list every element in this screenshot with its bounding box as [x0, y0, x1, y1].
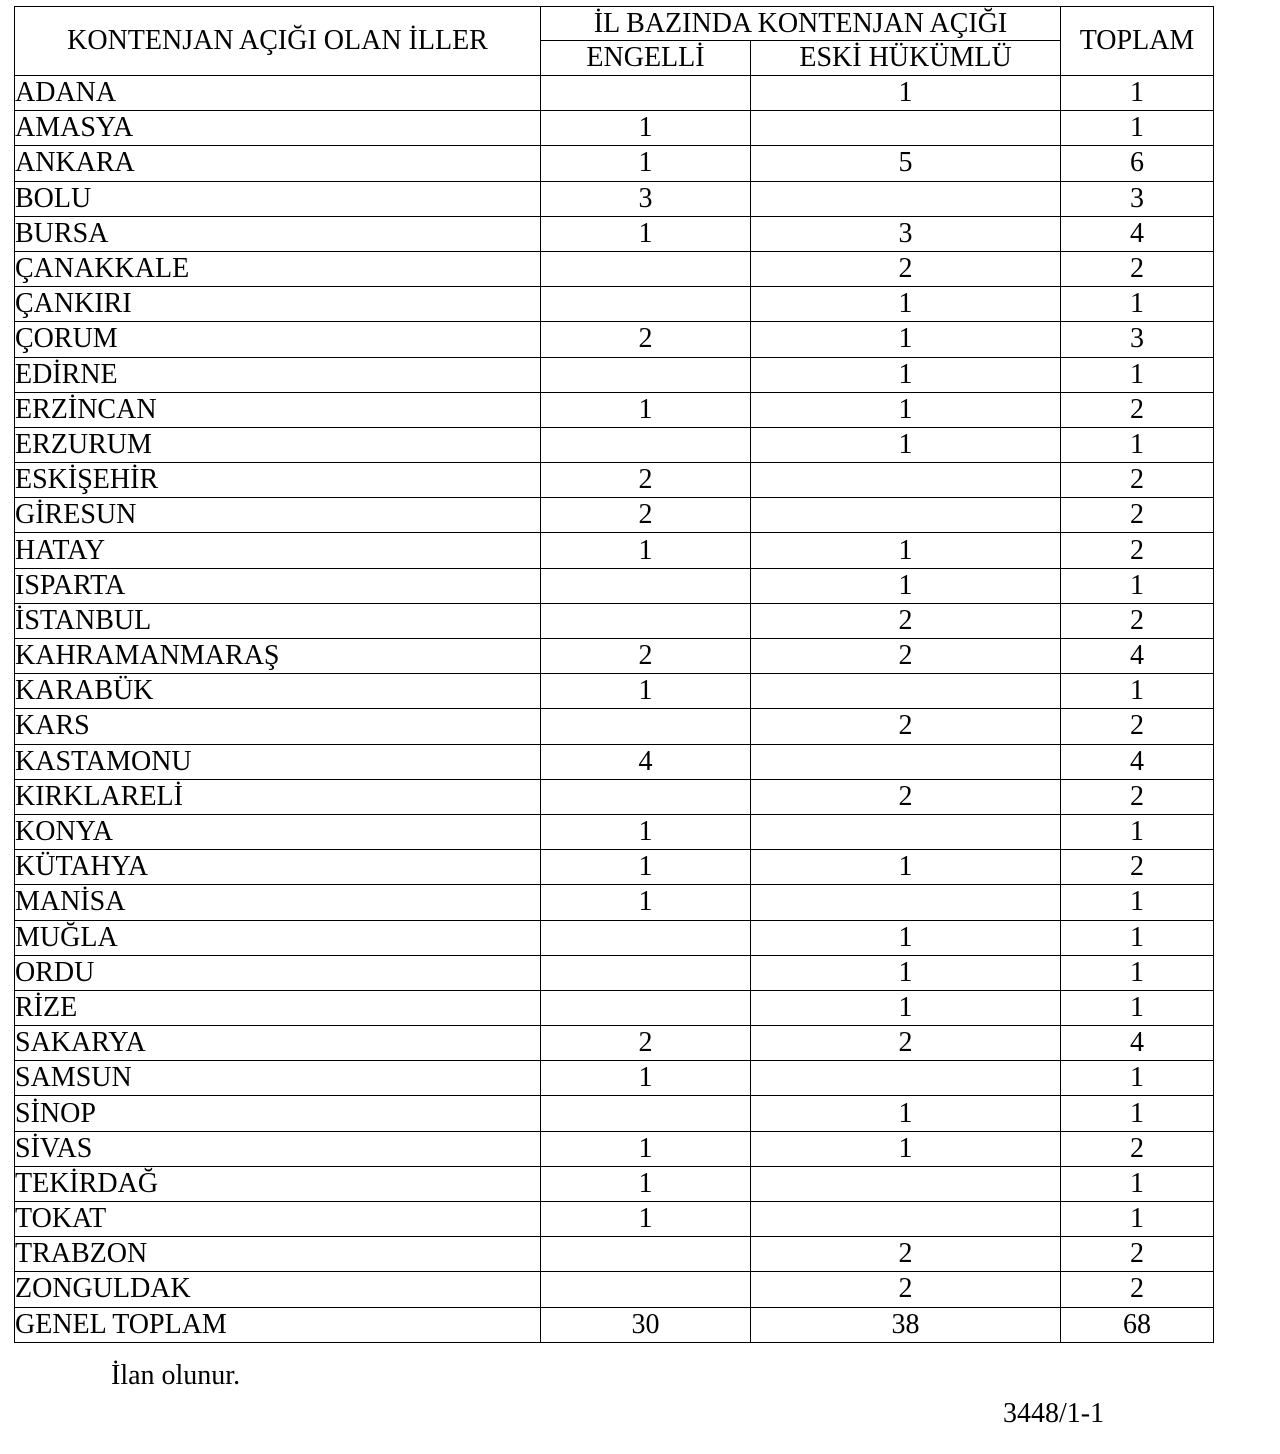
- city-cell: GENEL TOPLAM: [15, 1307, 541, 1342]
- table-row: [15, 885, 1214, 920]
- table-row: [15, 1272, 1214, 1307]
- city-cell: HATAY: [15, 533, 541, 568]
- city-cell: TRABZON: [15, 1237, 541, 1272]
- city-cell: KAHRAMANMARAŞ: [15, 639, 541, 674]
- ex-convict-count-cell: [751, 1166, 1061, 1201]
- total-count-cell: 6: [1061, 146, 1214, 181]
- ex-convict-count-cell: [751, 674, 1061, 709]
- city-cell: ÇANKIRI: [15, 287, 541, 322]
- city-cell: ÇANAKKALE: [15, 251, 541, 286]
- total-count-cell: 1: [1061, 568, 1214, 603]
- table-row: [15, 357, 1214, 392]
- ex-convict-count-cell: [751, 498, 1061, 533]
- table-row: [15, 674, 1214, 709]
- ex-convict-count-cell: 1: [751, 76, 1061, 111]
- total-count-cell: 2: [1061, 1272, 1214, 1307]
- city-cell: EDİRNE: [15, 357, 541, 392]
- total-count-cell: 2: [1061, 603, 1214, 638]
- city-cell: ESKİŞEHİR: [15, 463, 541, 498]
- city-cell: KIRKLARELİ: [15, 779, 541, 814]
- total-count-cell: 1: [1061, 920, 1214, 955]
- table-row: [15, 1026, 1214, 1061]
- table-row: [15, 955, 1214, 990]
- city-cell: RİZE: [15, 990, 541, 1025]
- total-count-cell: 4: [1061, 639, 1214, 674]
- ex-convict-count-cell: [751, 744, 1061, 779]
- ex-convict-count-cell: 1: [751, 392, 1061, 427]
- disabled-count-cell: 1: [541, 146, 751, 181]
- ex-convict-count-cell: 2: [751, 709, 1061, 744]
- ex-convict-count-cell: 2: [751, 1237, 1061, 1272]
- table-row: [15, 76, 1214, 111]
- disabled-count-cell: 1: [541, 850, 751, 885]
- ex-convict-count-cell: 1: [751, 427, 1061, 462]
- disabled-count-cell: [541, 427, 751, 462]
- ex-convict-count-cell: 2: [751, 603, 1061, 638]
- table-row: [15, 920, 1214, 955]
- table-row: [15, 1061, 1214, 1096]
- ex-convict-count-cell: 1: [751, 955, 1061, 990]
- disabled-count-cell: [541, 1096, 751, 1131]
- total-count-cell: 2: [1061, 1131, 1214, 1166]
- ex-convict-count-cell: 2: [751, 639, 1061, 674]
- quota-table: [14, 6, 1214, 1343]
- disabled-count-cell: 1: [541, 674, 751, 709]
- ex-convict-count-cell: 5: [751, 146, 1061, 181]
- group-column-header: İL BAZINDA KONTENJAN AÇIĞI: [541, 7, 1061, 41]
- total-count-cell: 2: [1061, 779, 1214, 814]
- total-count-cell: 2: [1061, 498, 1214, 533]
- table-row: [15, 814, 1214, 849]
- ex-convict-count-cell: 1: [751, 287, 1061, 322]
- city-cell: TOKAT: [15, 1202, 541, 1237]
- disabled-count-cell: [541, 568, 751, 603]
- total-count-cell: 4: [1061, 216, 1214, 251]
- city-cell: KASTAMONU: [15, 744, 541, 779]
- city-cell: AMASYA: [15, 111, 541, 146]
- table-row: [15, 463, 1214, 498]
- ex-convict-count-cell: 2: [751, 779, 1061, 814]
- city-cell: KARS: [15, 709, 541, 744]
- total-count-cell: 1: [1061, 76, 1214, 111]
- total-count-cell: 1: [1061, 990, 1214, 1025]
- disabled-count-cell: [541, 287, 751, 322]
- total-count-cell: 2: [1061, 709, 1214, 744]
- total-count-cell: 1: [1061, 1202, 1214, 1237]
- ex-convict-count-cell: [751, 885, 1061, 920]
- table-row: [15, 779, 1214, 814]
- disabled-count-cell: 1: [541, 1131, 751, 1166]
- table-row: [15, 1131, 1214, 1166]
- disabled-count-cell: [541, 1237, 751, 1272]
- ex-convict-count-cell: [751, 181, 1061, 216]
- city-cell: KONYA: [15, 814, 541, 849]
- table-row: [15, 181, 1214, 216]
- table-row: [15, 111, 1214, 146]
- ex-convict-count-cell: 2: [751, 1026, 1061, 1061]
- total-count-cell: 1: [1061, 955, 1214, 990]
- city-cell: SİNOP: [15, 1096, 541, 1131]
- table-row: [15, 744, 1214, 779]
- disabled-count-cell: 1: [541, 533, 751, 568]
- city-column-header: KONTENJAN AÇIĞI OLAN İLLER: [15, 7, 541, 76]
- disabled-count-cell: 2: [541, 463, 751, 498]
- city-cell: BURSA: [15, 216, 541, 251]
- disabled-count-cell: [541, 779, 751, 814]
- city-cell: MUĞLA: [15, 920, 541, 955]
- disabled-count-cell: [541, 1272, 751, 1307]
- disabled-column-header: ENGELLİ: [541, 41, 751, 76]
- table-row: [15, 216, 1214, 251]
- total-count-cell: 1: [1061, 885, 1214, 920]
- grand-total-row: [15, 1307, 1214, 1342]
- city-cell: SAMSUN: [15, 1061, 541, 1096]
- total-count-cell: 2: [1061, 850, 1214, 885]
- total-count-cell: 1: [1061, 1166, 1214, 1201]
- table-row: [15, 990, 1214, 1025]
- total-count-cell: 2: [1061, 392, 1214, 427]
- city-cell: ADANA: [15, 76, 541, 111]
- total-count-cell: 1: [1061, 111, 1214, 146]
- city-cell: SAKARYA: [15, 1026, 541, 1061]
- ex-convict-count-cell: 3: [751, 216, 1061, 251]
- disabled-count-cell: 30: [541, 1307, 751, 1342]
- city-cell: BOLU: [15, 181, 541, 216]
- total-count-cell: 3: [1061, 181, 1214, 216]
- table-row: [15, 498, 1214, 533]
- disabled-count-cell: 1: [541, 885, 751, 920]
- total-count-cell: 4: [1061, 744, 1214, 779]
- disabled-count-cell: [541, 603, 751, 638]
- table-body: [15, 76, 1214, 1343]
- total-count-cell: 1: [1061, 427, 1214, 462]
- table-row: [15, 146, 1214, 181]
- disabled-count-cell: [541, 251, 751, 286]
- city-cell: ORDU: [15, 955, 541, 990]
- city-cell: ERZİNCAN: [15, 392, 541, 427]
- disabled-count-cell: [541, 955, 751, 990]
- disabled-count-cell: [541, 990, 751, 1025]
- city-cell: TEKİRDAĞ: [15, 1166, 541, 1201]
- total-count-cell: 1: [1061, 357, 1214, 392]
- ex-convict-count-cell: 1: [751, 568, 1061, 603]
- disabled-count-cell: 2: [541, 498, 751, 533]
- city-cell: ÇORUM: [15, 322, 541, 357]
- city-cell: SİVAS: [15, 1131, 541, 1166]
- table-row: [15, 1237, 1214, 1272]
- ex-convict-count-cell: [751, 463, 1061, 498]
- ex-convict-count-cell: 1: [751, 322, 1061, 357]
- total-count-cell: 1: [1061, 287, 1214, 322]
- table-row: [15, 322, 1214, 357]
- ex-convict-count-cell: 1: [751, 990, 1061, 1025]
- disabled-count-cell: 1: [541, 1202, 751, 1237]
- city-cell: KARABÜK: [15, 674, 541, 709]
- city-cell: İSTANBUL: [15, 603, 541, 638]
- table-row: [15, 1096, 1214, 1131]
- header-row-top: [15, 7, 1214, 41]
- total-count-cell: 4: [1061, 1026, 1214, 1061]
- total-column-header: TOPLAM: [1061, 7, 1214, 76]
- total-count-cell: 1: [1061, 1061, 1214, 1096]
- total-count-cell: 2: [1061, 1237, 1214, 1272]
- disabled-count-cell: 2: [541, 1026, 751, 1061]
- table-row: [15, 603, 1214, 638]
- disabled-count-cell: 1: [541, 216, 751, 251]
- table-row: [15, 850, 1214, 885]
- city-cell: ERZURUM: [15, 427, 541, 462]
- ex-convict-count-cell: 1: [751, 1131, 1061, 1166]
- table-row: [15, 1166, 1214, 1201]
- total-count-cell: 68: [1061, 1307, 1214, 1342]
- document-code: 3448/1-1: [1003, 1398, 1105, 1429]
- table-row: [15, 287, 1214, 322]
- total-count-cell: 1: [1061, 674, 1214, 709]
- table-row: [15, 251, 1214, 286]
- disabled-count-cell: 2: [541, 322, 751, 357]
- ex-convict-count-cell: 2: [751, 1272, 1061, 1307]
- disabled-count-cell: 4: [541, 744, 751, 779]
- ex-convict-count-cell: 1: [751, 533, 1061, 568]
- disabled-count-cell: 1: [541, 111, 751, 146]
- disabled-count-cell: [541, 357, 751, 392]
- city-cell: MANİSA: [15, 885, 541, 920]
- table-row: [15, 709, 1214, 744]
- table-row: [15, 639, 1214, 674]
- disabled-count-cell: [541, 920, 751, 955]
- disabled-count-cell: [541, 709, 751, 744]
- total-count-cell: 2: [1061, 463, 1214, 498]
- disabled-count-cell: 3: [541, 181, 751, 216]
- disabled-count-cell: 2: [541, 639, 751, 674]
- city-cell: ZONGULDAK: [15, 1272, 541, 1307]
- table-row: [15, 1202, 1214, 1237]
- city-cell: ANKARA: [15, 146, 541, 181]
- announcement-note: İlan olunur.: [111, 1360, 241, 1391]
- ex-convict-column-header: ESKİ HÜKÜMLÜ: [751, 41, 1061, 76]
- disabled-count-cell: 1: [541, 1061, 751, 1096]
- table-row: [15, 568, 1214, 603]
- disabled-count-cell: 1: [541, 1166, 751, 1201]
- total-count-cell: 1: [1061, 1096, 1214, 1131]
- total-count-cell: 2: [1061, 251, 1214, 286]
- total-count-cell: 1: [1061, 814, 1214, 849]
- ex-convict-count-cell: 1: [751, 1096, 1061, 1131]
- disabled-count-cell: 1: [541, 392, 751, 427]
- city-cell: KÜTAHYA: [15, 850, 541, 885]
- disabled-count-cell: [541, 76, 751, 111]
- ex-convict-count-cell: [751, 1202, 1061, 1237]
- city-cell: GİRESUN: [15, 498, 541, 533]
- ex-convict-count-cell: [751, 814, 1061, 849]
- ex-convict-count-cell: 2: [751, 251, 1061, 286]
- ex-convict-count-cell: 1: [751, 920, 1061, 955]
- ex-convict-count-cell: 38: [751, 1307, 1061, 1342]
- table-row: [15, 533, 1214, 568]
- total-count-cell: 2: [1061, 533, 1214, 568]
- disabled-count-cell: 1: [541, 814, 751, 849]
- total-count-cell: 3: [1061, 322, 1214, 357]
- ex-convict-count-cell: [751, 1061, 1061, 1096]
- city-cell: ISPARTA: [15, 568, 541, 603]
- ex-convict-count-cell: [751, 111, 1061, 146]
- ex-convict-count-cell: 1: [751, 357, 1061, 392]
- ex-convict-count-cell: 1: [751, 850, 1061, 885]
- table-row: [15, 427, 1214, 462]
- table-row: [15, 392, 1214, 427]
